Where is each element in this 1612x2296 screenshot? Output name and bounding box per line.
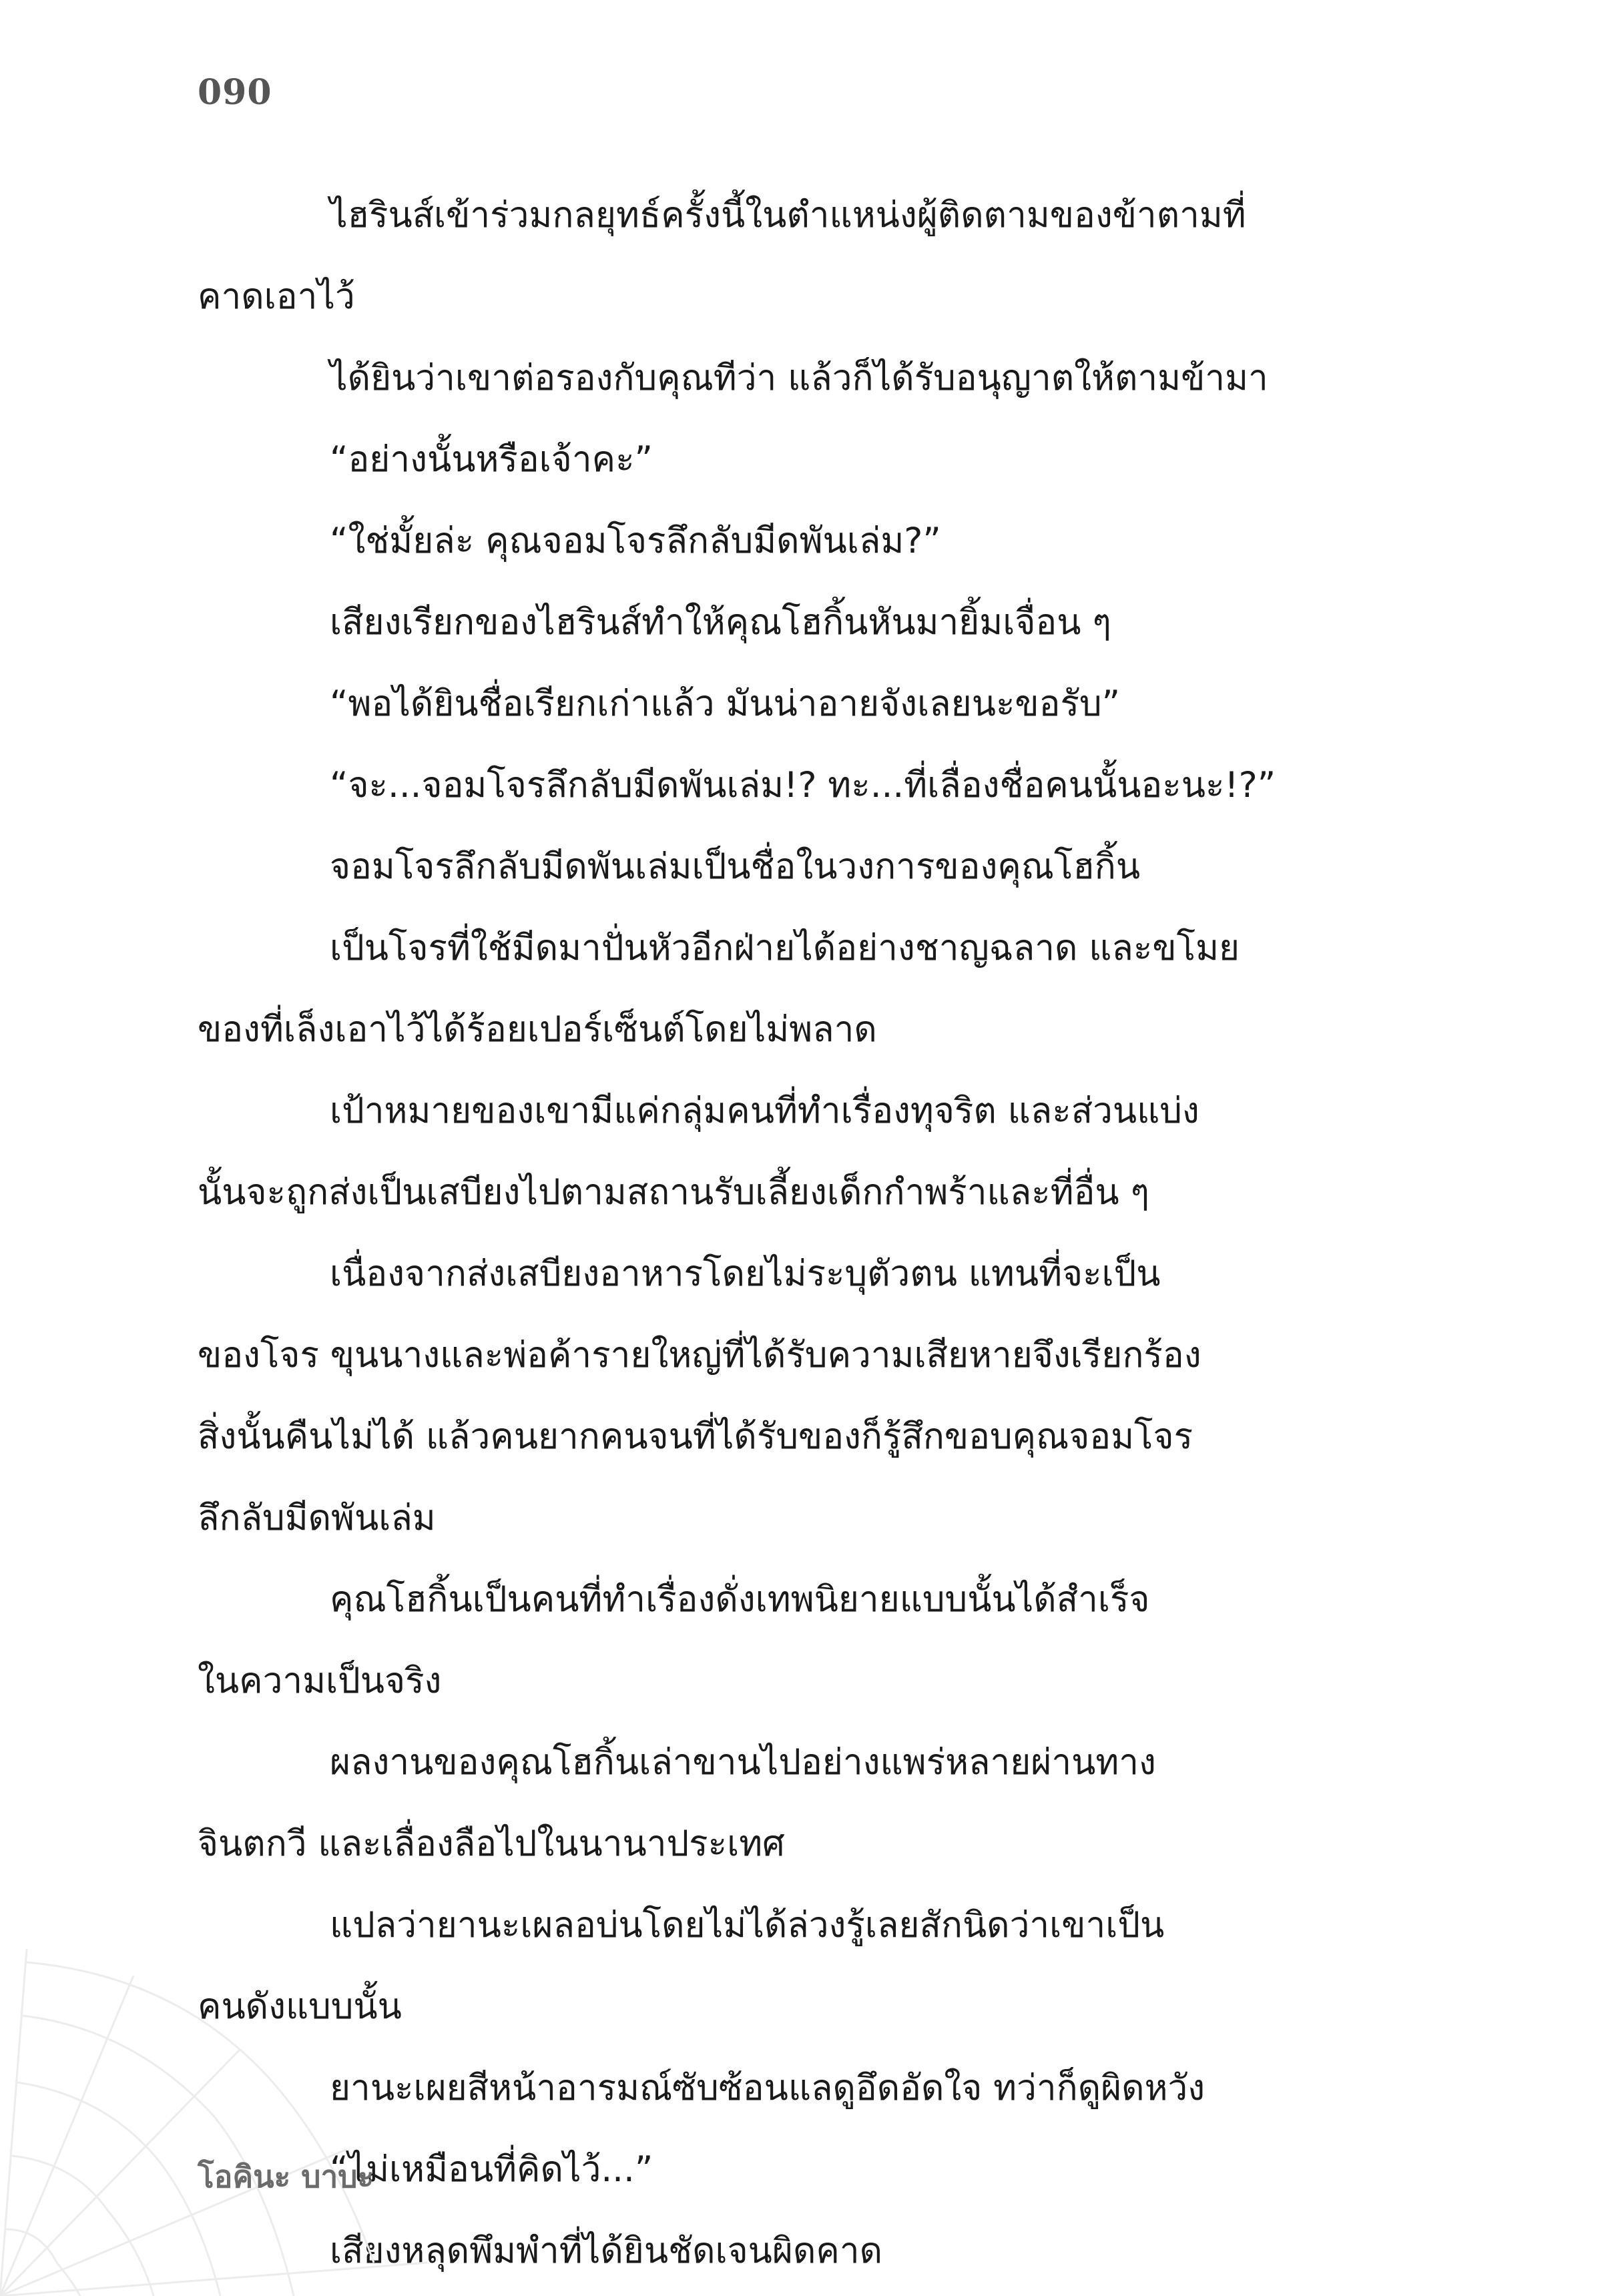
text-line: เสียงเรียกของไฮรินส์ทำให้คุณโฮกิ้นหันมายิ้มเจื่อน ๆ [330, 602, 1111, 643]
text-line: ไฮรินส์เข้าร่วมกลยุทธ์ครั้งนี้ในตำแหน่งผู้ติดตามของข้าตามที่ [330, 195, 1246, 236]
text-line: “พอได้ยินชื่อเรียกเก่าแล้ว มันน่าอายจังเลยนะขอรับ” [330, 683, 1121, 724]
text-line: ของที่เล็งเอาไว้ได้ร้อยเปอร์เซ็นต์โดยไม่พลาด [198, 1009, 877, 1050]
text-line: ผลงานของคุณโฮกิ้นเล่าขานไปอย่างแพร่หลายผ่านทาง [330, 1742, 1156, 1783]
text-line: เนื่องจากส่งเสบียงอาหารโดยไม่ระบุตัวตน แทนที่จะเป็น [330, 1253, 1161, 1294]
text-line: นั้นจะถูกส่งเป็นเสบียงไปตามสถานรับเลี้ยงเด็กกำพร้าและที่อื่น ๆ [198, 1172, 1149, 1213]
text-line: ยานะเผยสีหน้าอารมณ์ซับซ้อนแลดูอึดอัดใจ ทว่าก็ดูผิดหวัง [330, 2068, 1205, 2108]
text-line: แปลว่ายานะเผลอบ่นโดยไม่ได้ล่วงรู้เลยสักนิดว่าเขาเป็น [330, 1905, 1165, 1946]
text-line: เป็นโจรที่ใช้มีดมาปั่นหัวอีกฝ่ายได้อย่างชาญฉลาด และขโมย [330, 928, 1240, 968]
text-line: จอมโจรลึกลับมีดพันเล่มเป็นชื่อในวงการของคุณโฮกิ้น [330, 846, 1141, 887]
text-line: เป้าหมายของเขามีแค่กลุ่มคนที่ทำเรื่องทุจริต และส่วนแบ่ง [330, 1091, 1199, 1131]
text-line: เสียงหลุดพึมพำที่ได้ยินชัดเจนผิดคาด [330, 2231, 882, 2271]
text-line: คนดังแบบนั้น [198, 1986, 402, 2027]
text-line: ได้ยินว่าเขาต่อรองกับคุณทีว่า แล้วก็ได้รับอนุญาตให้ตามข้ามา [330, 358, 1268, 398]
text-line: “จะ...จอมโจรลึกลับมีดพันเล่ม!? ทะ...ที่เลื่องชื่อคนนั้นอะนะ!?” [330, 765, 1276, 806]
text-line: จินตกวี และเลื่องลือไปในนานาประเทศ [198, 1823, 785, 1864]
text-line: สิ่งนั้นคืนไม่ได้ แล้วคนยากคนจนที่ได้รับของก็รู้สึกขอบคุณจอมโจร [198, 1416, 1193, 1457]
text-line: คาดเอาไว้ [198, 276, 355, 317]
text-line: “อย่างนั้นหรือเจ้าคะ” [330, 439, 653, 480]
text-line: “ไม่เหมือนที่คิดไว้...” [330, 2149, 653, 2190]
page-number: 090 [198, 72, 272, 113]
text-line: คุณโฮกิ้นเป็นคนที่ทำเรื่องดั่งเทพนิยายแบบนั้นได้สำเร็จ [330, 1579, 1150, 1620]
text-line: ในความเป็นจริง [198, 1661, 442, 1701]
text-line: ของโจร ขุนนางและพ่อค้ารายใหญ่ที่ได้รับความเสียหายจึงเรียกร้อง [198, 1335, 1201, 1376]
text-line: ลึกลับมีดพันเล่ม [198, 1498, 436, 1538]
footer-author-name: โอคินะ บาบะ [198, 2159, 374, 2195]
spider-web-decoration [0, 1949, 427, 2296]
text-line: “ใช่มั้ยล่ะ คุณจอมโจรลึกลับมีดพันเล่ม?” [330, 521, 941, 561]
